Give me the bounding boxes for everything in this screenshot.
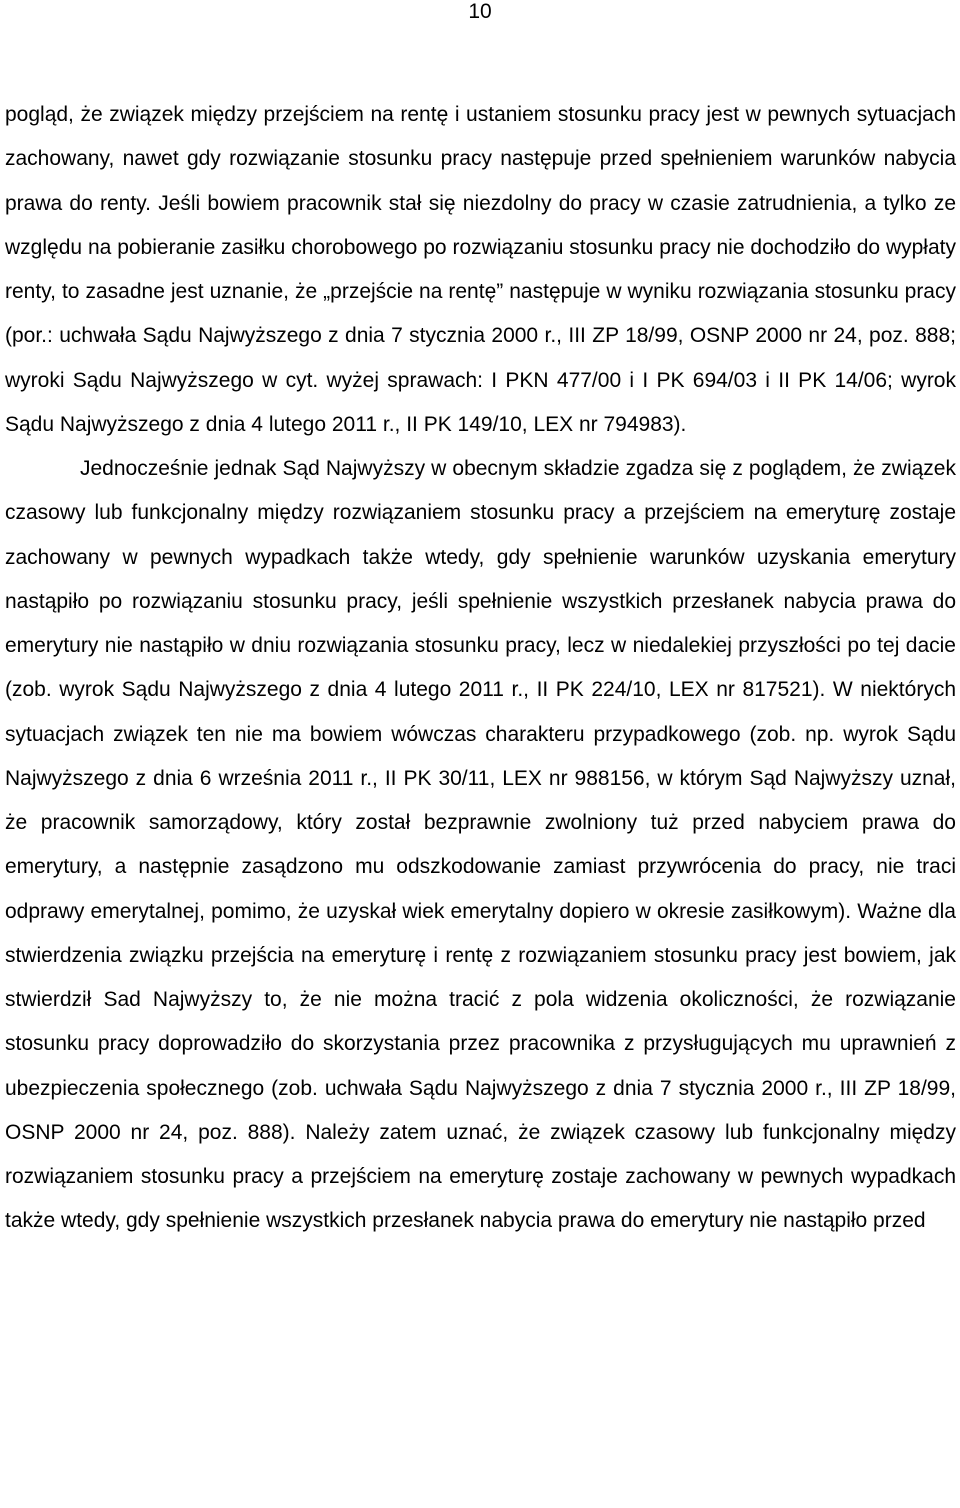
document-body: [5, 93, 956, 1244]
paragraph: Jednocześnie jednak Sąd Najwyższy w obecnym składzie zgadza się z poglądem, że związek czasowy lub funkcjonalny między rozwiązaniem stosunku pracy a przejściem na emeryturę zostaje zachowany w pewnych wypadkach także wtedy, gdy spełnienie warunków uzyskania emerytury nastąpiło po rozwiązaniu stosunku pracy, jeśli spełnienie wszystkich przesłanek nabycia prawa do emerytury nie nastąpiło w dniu rozwiązania stosunku pracy, lecz w niedalekiej przyszłości po tej dacie (zob. wyrok Sądu Najwyższego z dnia 4 lutego 2011 r., II PK 224/10, LEX nr 817521). W niektórych sytuacjach związek ten nie ma bowiem wówczas charakteru przypadkowego (zob. np. wyrok Sądu Najwyższego z dnia 6 września 2011 r., II PK 30/11, LEX nr 988156, w którym Sąd Najwyższy uznał, że pracownik samorządowy, który został bezprawnie zwolniony tuż przed nabyciem prawa do emerytury, a następnie zasądzono mu odszkodowanie zamiast przywrócenia do pracy, nie traci odprawy emerytalnej, pomimo, że uzyskał wiek emerytalny dopiero w okresie zasiłkowym). Ważne dla stwierdzenia związku przejścia na emeryturę i rentę z rozwiązaniem stosunku pracy jest bowiem, jak stwierdził Sad Najwyższy to, że nie można tracić z pola widzenia okoliczności, że rozwiązanie stosunku pracy doprowadziło do skorzystania przez pracownika z przysługujących mu uprawnień z ubezpieczenia społecznego (zob. uchwała Sądu Najwyższego z dnia 7 stycznia 2000 r., III ZP 18/99, OSNP 2000 nr 24, poz. 888). Należy zatem uznać, że związek czasowy lub funkcjonalny między rozwiązaniem stosunku pracy a przejściem na emeryturę zostaje zachowany w pewnych wypadkach także wtedy, gdy spełnienie wszystkich przesłanek nabycia prawa do emerytury nie nastąpiło przed: [5, 457, 956, 1233]
page-number: 10: [468, 0, 492, 23]
paragraph-continued: pogląd, że związek między przejściem na rentę i ustaniem stosunku pracy jest w pewnych sytuacjach zachowany, nawet gdy rozwiązanie stosunku pracy następuje przed spełnieniem warunków nabycia prawa do renty. Jeśli bowiem pracownik stał się niezdolny do pracy w czasie zatrudnienia, a tylko ze względu na pobieranie zasiłku chorobowego po rozwiązaniu stosunku pracy nie dochodziło do wypłaty renty, to zasadne jest uznanie, że „przejście na rentę” następuje w wyniku rozwiązania stosunku pracy (por.: uchwała Sądu Najwyższego z dnia 7 stycznia 2000 r., III ZP 18/99, OSNP 2000 nr 24, poz. 888; wyroki Sądu Najwyższego w cyt. wyżej sprawach: I PKN 477/00 i I PK 694/03 i II PK 14/06; wyrok Sądu Najwyższego z dnia 4 lutego 2011 r., II PK 149/10, LEX nr 794983).: [5, 103, 956, 436]
